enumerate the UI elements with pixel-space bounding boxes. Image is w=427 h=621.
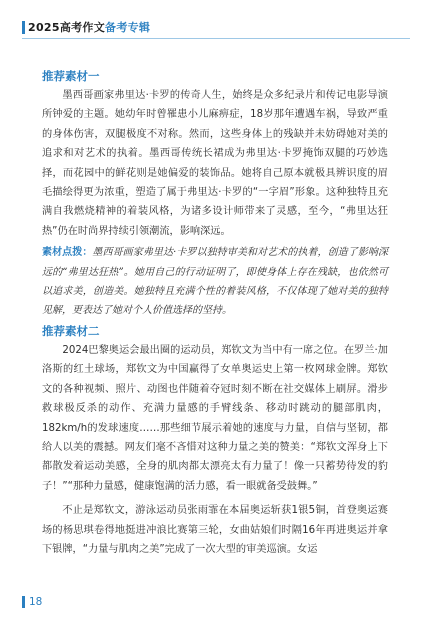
header-title: 2025高考作文 (28, 21, 106, 34)
article-body (42, 66, 388, 559)
page-number-accent-bar (22, 596, 25, 608)
header-divider (22, 38, 410, 39)
header-series: 备考专辑 (105, 21, 151, 34)
material-tip-label: 素材点拨： (42, 247, 93, 259)
material-tip (42, 243, 388, 321)
material-tip-text: 墨西哥画家弗里达·卡罗以独特审美和对艺术的执着，创造了影响深远的“弗里达狂热”。她用自己的行动证明了，即使身体上存在残缺，也依然可以追求美，创造美。她独特且充满个性的着装风格，不仅体现了她对美的独特见解，更表达了她对个人价值选择的坚持。 (42, 247, 388, 317)
section-2-paragraph-1: 2024巴黎奥运会最出圈的运动员，郑钦文为当中有一席之位。在罗兰·加洛斯的红土球场，郑钦文为中国赢得了女单奥运史上第一枚网球金牌。郑钦文的各种视频、照片、动图也伴随着夺冠时刻不断在社交媒体上刷屏。滑步救球极反杀的动作、充满力量感的手臂线条、移动时跳动的腿部肌肉，182km/h的发球速度……那些细节展示着她的速度与力量，自信与坚韧，都给人以美的震撼。网友们毫不吝惜对这种力量之美的赞美：“郑钦文浑身上下都散发着运动美感，全身的肌肉都太漂亮太有力量了！像一只蓄势待发的豹子！”“那种力量感，健康饱满的活力感，看一眼就备受鼓舞。” (42, 344, 388, 492)
page-header (22, 19, 150, 35)
section-title-2: 推荐素材二 (42, 323, 100, 338)
header-accent-bar (22, 21, 25, 34)
section-2-paragraph-2: 不止是郑钦文，游泳运动员张雨霏在本届奥运斩获1银5铜，首登奥运赛场的杨思琪卷得地挺进冲浪比赛第三轮，女曲姑娘们时隔16年再进奥运并拿下银牌，“力量与肌肉之美”完成了一次大型的审美巡演。女运 (42, 505, 388, 555)
section-title-1: 推荐素材一 (42, 69, 100, 83)
section-1-paragraph: 墨西哥画家弗里达·卡罗的传奇人生，始终是众多纪录片和传记电影导演所钟爱的主题。她幼年时曾罹患小儿麻痹症，18岁那年遭遇车祸，导致严重的身体伤害，双腿极度不对称。然而，这些身体上的残缺并未妨碍她对美的追求和对艺术的执着。墨西哥传统长裙成为弗里达·卡罗掩饰双腿的巧妙选择，而花园中的鲜花则是她偏爱的装饰品。她将自己原本就极具辨识度的眉毛描绘得更为浓重，塑造了属于弗里达·卡罗的“一字眉”形象。这种独特且充满自我燃烧精神的着装风格，为诸多设计师带来了灵感，至今，“弗里达狂热”仍在时尚界持续引领潮流，影响深远。 (42, 90, 388, 237)
page-number-text: 18 (29, 596, 43, 608)
page-number (22, 596, 42, 608)
